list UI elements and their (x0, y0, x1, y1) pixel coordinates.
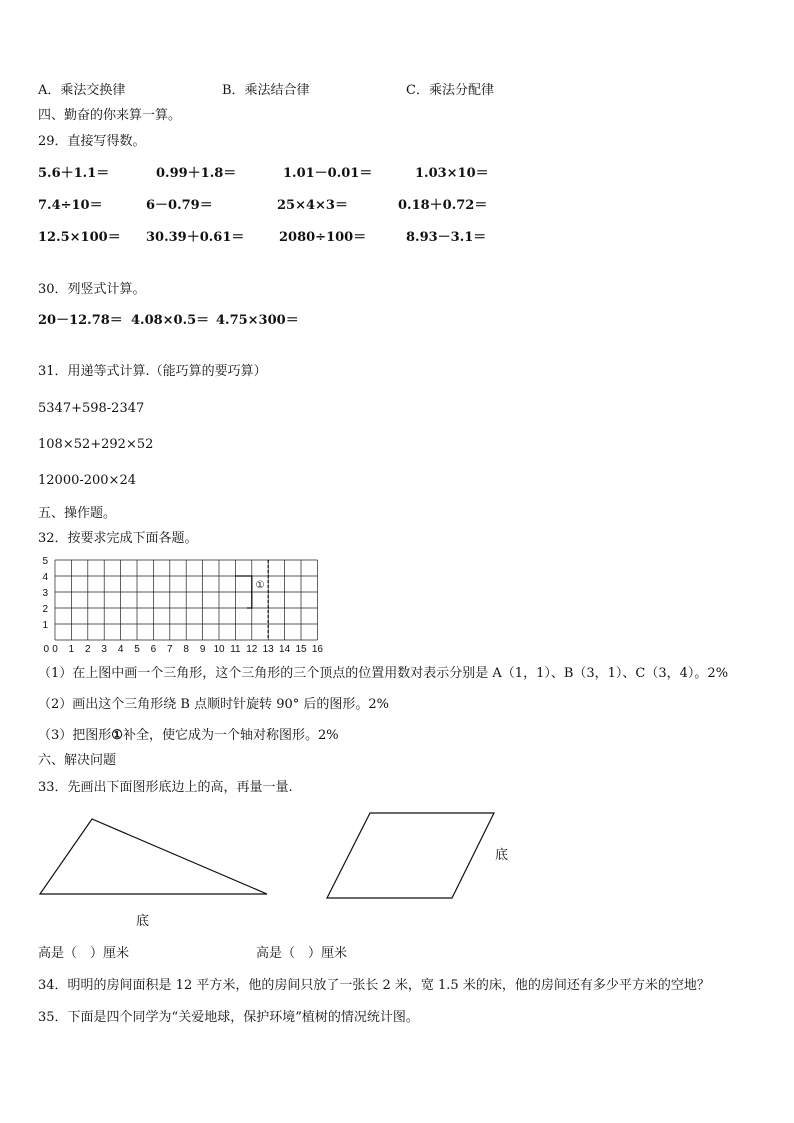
q29-item: 1.03×10＝ (415, 166, 489, 181)
q31-item: 12000-200×24 (38, 473, 136, 488)
q29-item: 8.93－3.1＝ (406, 230, 487, 245)
triangle-shape (40, 819, 267, 894)
q29-item: 6－0.79＝ (146, 198, 213, 213)
section6-title: 六、解决问题 (38, 753, 117, 768)
q30-title: 30．列竖式计算。 (38, 282, 146, 297)
q29-item: 2080÷100＝ (279, 230, 367, 245)
figure-1-label: ① (255, 580, 265, 591)
x-tick-label: 2 (85, 644, 91, 655)
base-label: 底 (495, 848, 509, 863)
y-tick-label: 4 (42, 572, 48, 583)
q33-title: 33．先画出下面图形底边上的高，再量一量. (38, 780, 293, 795)
y-tick-label: 1 (42, 620, 48, 631)
x-tick-label: 3 (101, 644, 107, 655)
q30-item: 20－12.78＝ (38, 313, 123, 328)
q32-sub3-text: 补全，使它成为一个轴对称图形。2% (122, 728, 339, 743)
x-tick-label: 12 (246, 644, 258, 655)
choice-b: B．乘法结合律 (222, 83, 310, 98)
q29-item: 30.39＋0.61＝ (146, 230, 245, 245)
q29-item: 0.18＋0.72＝ (398, 198, 488, 213)
triangle-figure (36, 815, 276, 905)
choice-a: A．乘法交换律 (38, 83, 126, 98)
q29-item: 0.99＋1.8＝ (156, 166, 237, 181)
section5-title: 五、操作题。 (38, 506, 117, 521)
x-tick-label: 0 (52, 644, 58, 655)
x-tick-label: 15 (295, 644, 307, 655)
y-tick-label: 0 (43, 644, 49, 655)
figure-mark: ① (111, 728, 123, 743)
height-answer: 高是（ ）厘米 (38, 946, 130, 961)
q32-sub2: （2）画出这个三角形绕 B 点顺时针旋转 90° 后的图形。2% (38, 697, 390, 712)
q29-item: 5.6＋1.1＝ (38, 166, 110, 181)
x-tick-label: 11 (230, 644, 241, 655)
parallelogram-figure (325, 810, 505, 902)
q32-sub1: （1）在上图中画一个三角形，这个三角形的三个顶点的位置用数对表示分别是 A（1，1）、B（3，1）、C（3，4）。2% (38, 666, 729, 681)
x-tick-label: 10 (213, 644, 225, 655)
height-answer: 高是（ ）厘米 (256, 946, 348, 961)
x-tick-label: 16 (311, 644, 323, 655)
x-tick-label: 4 (117, 644, 124, 655)
x-tick-label: 6 (150, 644, 157, 655)
y-tick-label: 2 (42, 604, 48, 615)
q31-title: 31．用递等式计算.（能巧算的要巧算） (38, 364, 267, 379)
q29-item: 7.4÷10＝ (38, 198, 103, 213)
q30-item: 4.08×0.5＝ (131, 313, 210, 328)
q31-item: 5347+598-2347 (38, 401, 145, 416)
x-tick-label: 14 (279, 644, 291, 655)
x-tick-label: 7 (167, 644, 173, 655)
base-label: 底 (136, 914, 150, 929)
choice-c: C．乘法分配律 (406, 83, 494, 98)
y-tick-label: 5 (42, 556, 48, 567)
parallelogram-shape (327, 813, 494, 898)
q32-sub3-text: （3）把图形 (38, 728, 112, 743)
q29-item: 25×4×3＝ (277, 198, 348, 213)
q30-item: 4.75×300＝ (216, 313, 299, 328)
q31-item: 108×52+292×52 (38, 437, 154, 452)
x-tick-label: 1 (68, 644, 75, 655)
x-tick-label: 13 (262, 644, 274, 655)
x-tick-label: 9 (199, 644, 206, 655)
coordinate-grid (38, 555, 338, 655)
q29-item: 12.5×100＝ (38, 230, 121, 245)
q35-text: 35．下面是四个同学为“关爱地球，保护环境”植树的情况统计图。 (38, 1010, 419, 1025)
x-tick-label: 8 (183, 644, 189, 655)
q29-title: 29．直接写得数。 (38, 134, 146, 149)
section4-title: 四、勤奋的你来算一算。 (38, 108, 182, 123)
q32-title: 32．按要求完成下面各题。 (38, 531, 198, 546)
q34-text: 34．明明的房间面积是 12 平方米，他的房间只放了一张长 2 米，宽 1.5 米的床，他的房间还有多少平方米的空地？ (38, 978, 710, 993)
y-tick-label: 3 (42, 588, 48, 599)
x-tick-label: 5 (134, 644, 140, 655)
q29-item: 1.01－0.01＝ (283, 166, 373, 181)
q32-sub3 (38, 728, 339, 744)
